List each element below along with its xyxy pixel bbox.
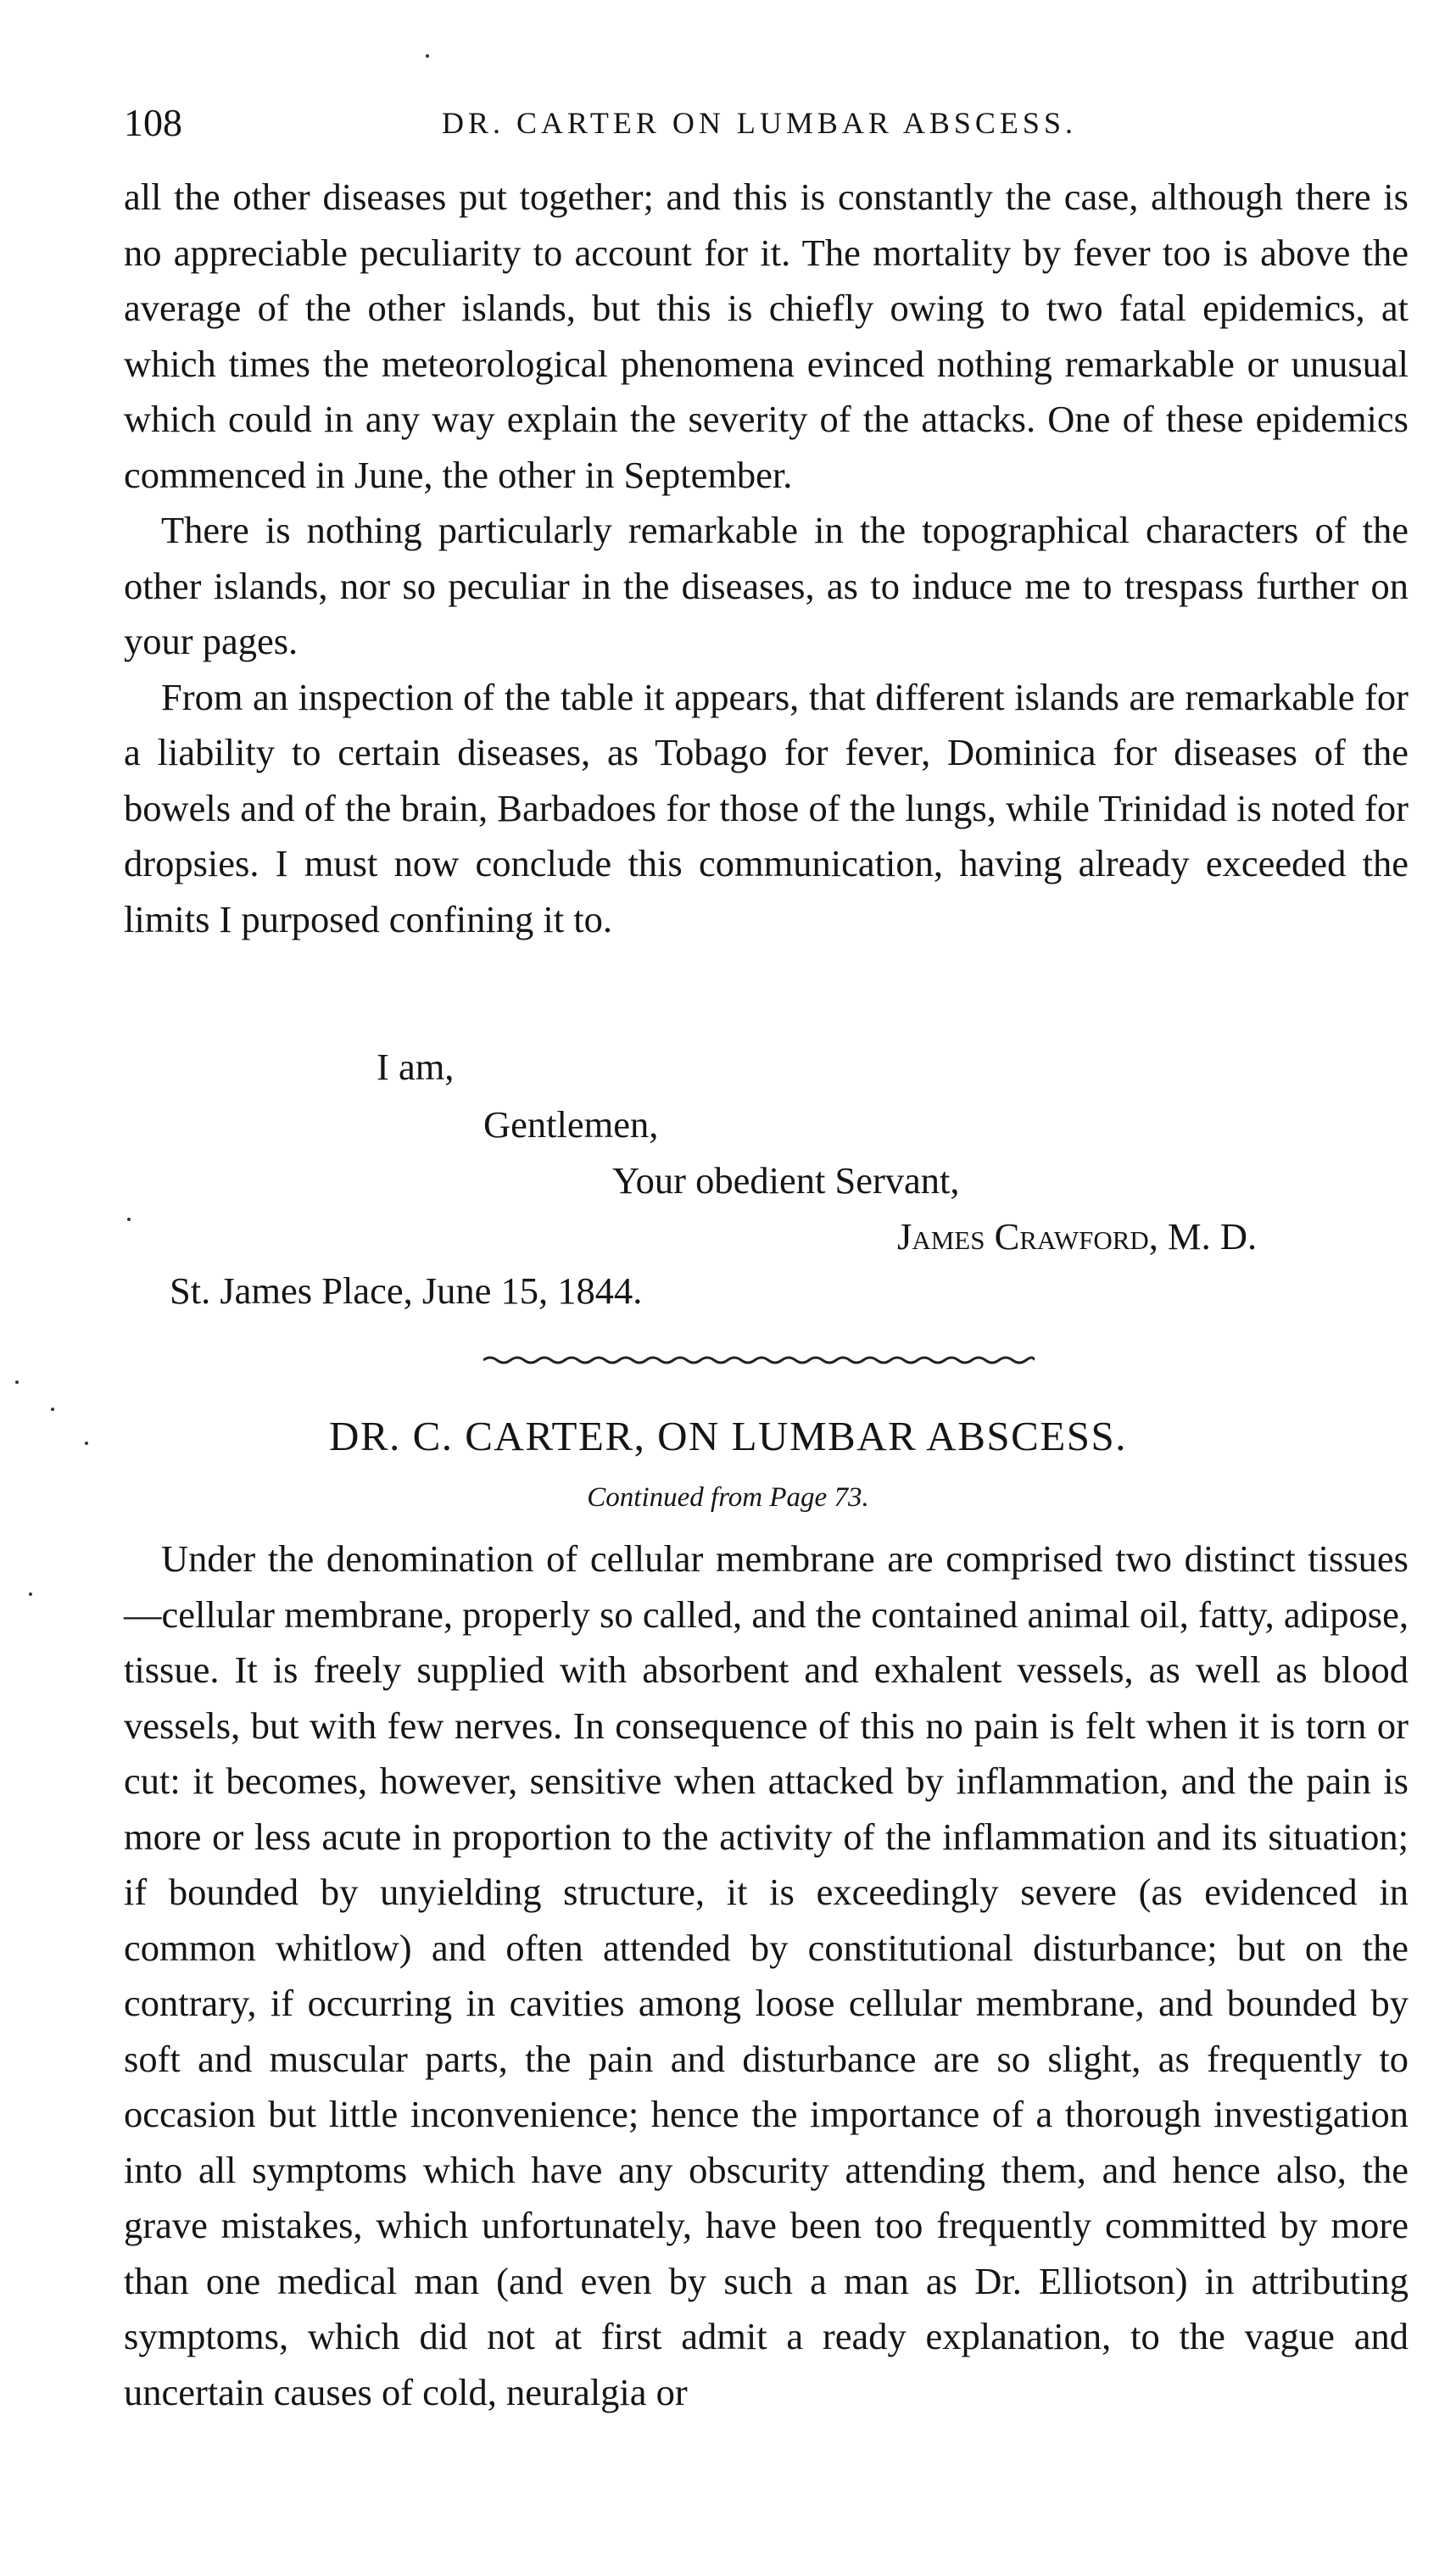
speck-mark (29, 1592, 32, 1596)
place-date: St. James Place, June 15, 1844. (170, 1269, 643, 1312)
running-head: DR. CARTER ON LUMBAR ABSCESS. (442, 106, 1077, 140)
speck-mark (15, 1380, 19, 1384)
page-header (124, 100, 1409, 144)
closing-i-am: I am, (377, 1046, 455, 1088)
article-title: DR. C. CARTER, ON LUMBAR ABSCESS. (329, 1413, 1127, 1459)
page-number: 108 (124, 101, 182, 144)
speck-mark (127, 1218, 131, 1221)
closing-servant: Your obedient Servant, (612, 1159, 960, 1202)
speck-mark (85, 1442, 88, 1445)
paragraph-3: From an inspection of the table it appears, that different islands are remarkable for a liability to certain diseases, as Tobago for fever, Dominica for diseases of the bowels and of the brain, Barbadoes for those of the lungs, while Trinidad is noted for dropsies. I must now conclude this communication, having already exceeded the limits I purposed confining it to. (124, 675, 1409, 940)
section-divider (483, 1354, 1035, 1366)
article-body (124, 1531, 1409, 2420)
paragraph-1: all the other diseases put together; and this is constantly the case, although there is no appreciable peculiarity to account for it. The mortality by fever too is above the average of the other islands, but this is chiefly owing to two fatal epidemics, at which times the meteorological phenomena evinced nothing remarkable or unusual which could in any way explain the severity of the attacks. One of these epidemics commenced in June, the other in September. (124, 176, 1409, 496)
signature: James Crawford, M. D. (897, 1215, 1258, 1258)
speck-mark (51, 1408, 54, 1411)
speck-mark (426, 54, 429, 58)
continued-note: Continued from Page 73. (587, 1482, 869, 1513)
letter-body (124, 170, 1409, 947)
closing-salutation: Gentlemen, (483, 1103, 659, 1146)
article-paragraph: Under the denomination of cellular membrane are comprised two distinct tissues—cellular membrane, properly so called, and the contained animal oil, fatty, adipose, tissue. It is freely supplied with absorbent and exhalent vessels, as well as blood vessels, but with few nerves. In consequence of this no pain is felt when it is torn or cut: it becomes, however, sensitive when attacked by inflammation, and the pain is more or less acute in proportion to the activity of the inflammation and its situation; if bounded by unyielding structure, it is exceedingly severe (as evidenced in common whitlow) and often attended by constitutional disturbance; but on the contrary, if occurring in cavities among loose cellular membrane, and bounded by soft and muscular parts, the pain and disturbance are so slight, as frequently to occasion but little inconvenience; hence the importance of a thorough investigation into all symptoms which have any obscurity attending them, and hence also, the grave mistakes, which unfortunately, have been too frequently committed by more than one medical man (and even by such a man as Dr. Elliotson) in attributing symptoms, which did not at first admit a ready explanation, to the vague and uncertain causes of cold, neuralgia or (124, 1537, 1409, 2413)
paragraph-2: There is nothing particularly remarkable in the topographical characters of the other islands, nor so peculiar in the diseases, as to induce me to trespass further on your pages. (124, 509, 1409, 662)
